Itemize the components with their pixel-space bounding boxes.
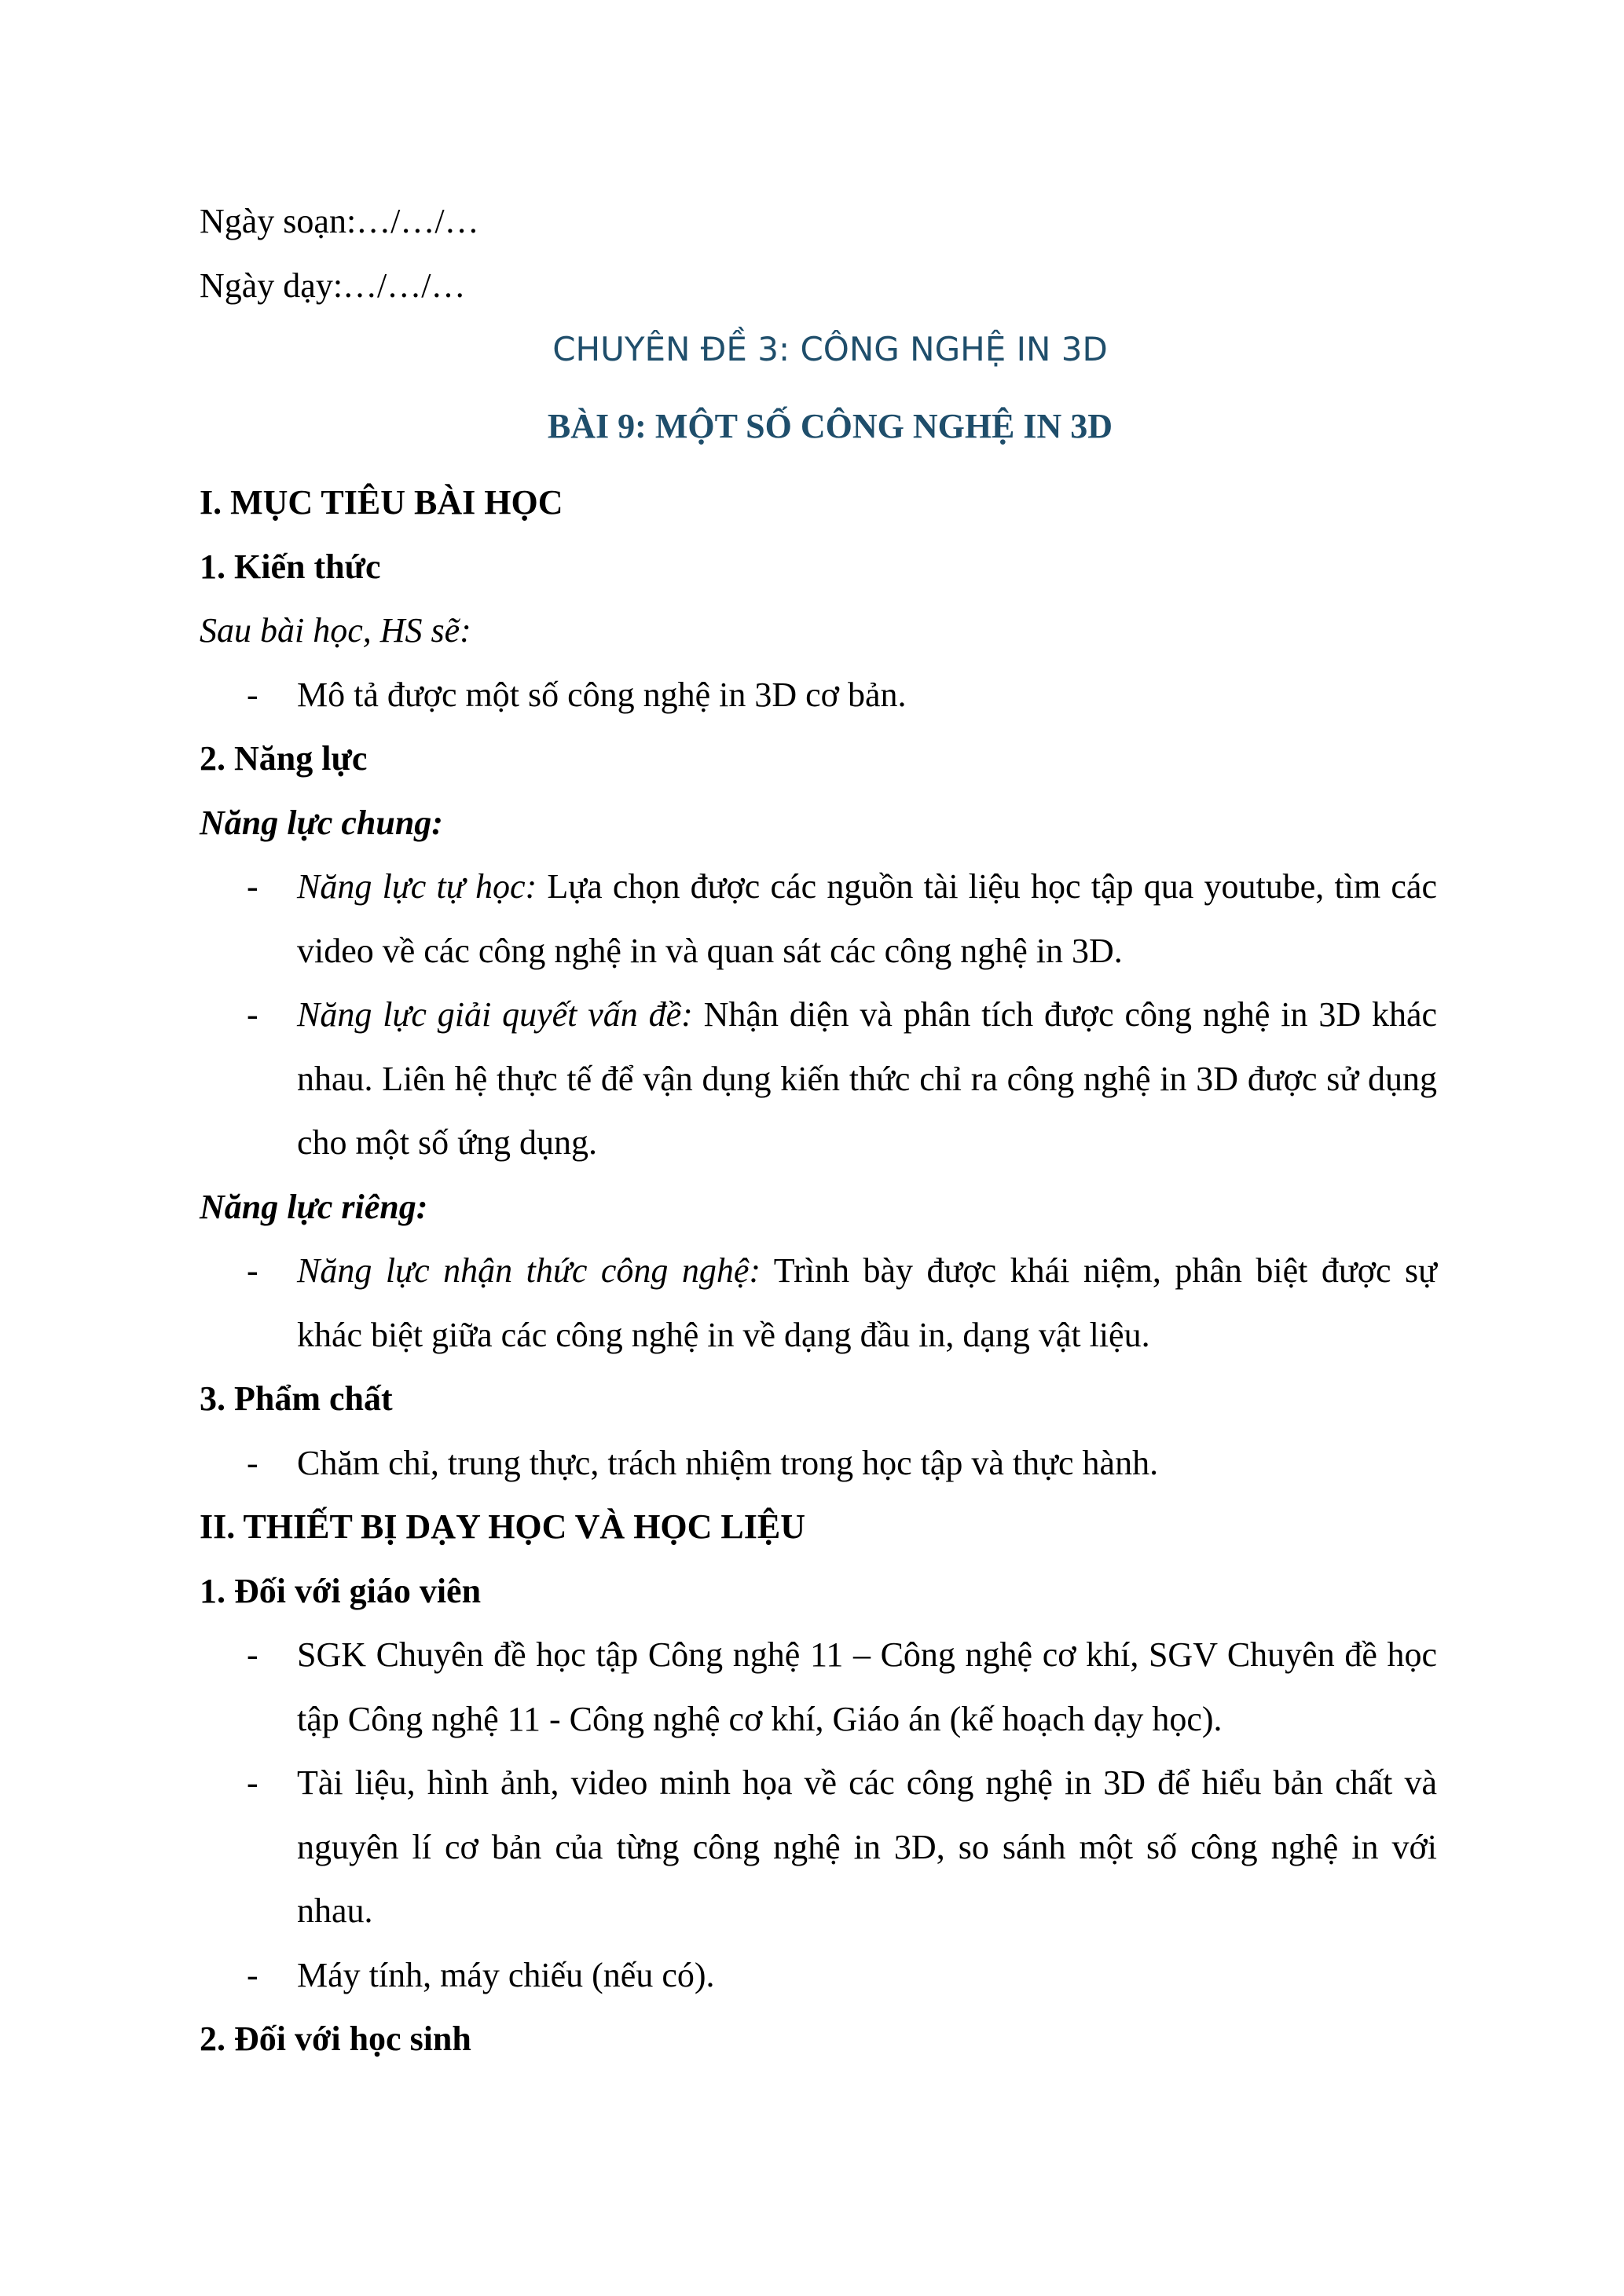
bullet-dash: - <box>247 1443 258 1482</box>
list-item <box>200 983 1437 1175</box>
subsection-heading: 1. Đối với giáo viên <box>200 1571 482 1610</box>
bullet-dash: - <box>247 675 258 714</box>
list-item <box>200 1623 1437 1751</box>
item-label: Năng lực giải quyết vấn đề: <box>297 995 693 1034</box>
item-label: Năng lực nhận thức công nghệ: <box>297 1251 761 1290</box>
bullet-dash: - <box>247 1955 258 1994</box>
item-text: Chăm chỉ, trung thực, trách nhiệm trong học tập và thực hành. <box>297 1443 1159 1482</box>
item-text: Mô tả được một số công nghệ in 3D cơ bản. <box>297 675 907 714</box>
section-heading: II. THIẾT BỊ DẠY HỌC VÀ HỌC LIỆU <box>200 1507 806 1546</box>
bullet-dash: - <box>247 1763 258 1802</box>
document-page <box>200 189 1437 2071</box>
intro-text: Sau bài học, HS sẽ: <box>200 611 471 650</box>
item-text: Lựa chọn được các nguồn tài liệu học tập qua youtube, tìm các video về các công nghệ in và quan sát các công nghệ in 3D. <box>297 867 1437 970</box>
lesson-title: BÀI 9: MỘT SỐ CÔNG NGHỆ IN 3D <box>547 406 1113 445</box>
subsection-heading: 2. Năng lực <box>200 739 368 778</box>
item-text: Máy tính, máy chiếu (nếu có). <box>297 1955 715 1994</box>
subsection-heading: 2. Đối với học sinh <box>200 2020 471 2058</box>
bullet-dash: - <box>247 1635 258 1674</box>
specific-competence-heading: Năng lực riêng: <box>200 1187 428 1226</box>
list-item <box>200 663 1437 727</box>
item-label: Năng lực tự học: <box>297 867 537 906</box>
subsection-heading: 3. Phẩm chất <box>200 1379 393 1418</box>
bullet-dash: - <box>247 995 258 1034</box>
topic-title: CHUYÊN ĐỀ 3: CÔNG NGHỆ IN 3D <box>552 330 1108 368</box>
item-text: Tài liệu, hình ảnh, video minh họa về các công nghệ in 3D để hiểu bản chất và nguyên lí cơ bản của từng công nghệ in 3D, so sánh một số công nghệ in với nhau. <box>297 1763 1437 1930</box>
item-text: SGK Chuyên đề học tập Công nghệ 11 – Công nghệ cơ khí, SGV Chuyên đề học tập Công nghệ 11 - Công nghệ cơ khí, Giáo án (kế hoạch dạy học). <box>297 1635 1437 1738</box>
date-taught: Ngày dạy:…/…/… <box>200 265 466 305</box>
list-item <box>200 1431 1437 1496</box>
list-item <box>200 1239 1437 1367</box>
list-item <box>200 1943 1437 2008</box>
general-competence-heading: Năng lực chung: <box>200 803 443 842</box>
item-text: Nhận diện và phân tích được công nghệ in 3D khác nhau. Liên hệ thực tế để vận dụng kiến thức chỉ ra công nghệ in 3D được sử dụng cho một số ứng dụng. <box>297 995 1437 1162</box>
bullet-dash: - <box>247 867 258 906</box>
list-item <box>200 1751 1437 1943</box>
bullet-dash: - <box>247 1251 258 1290</box>
list-item <box>200 855 1437 983</box>
date-prepared: Ngày soạn:…/…/… <box>200 202 479 240</box>
subsection-heading: 1. Kiến thức <box>200 547 381 586</box>
item-text: Trình bày được khái niệm, phân biệt được sự khác biệt giữa các công nghệ in về dạng đầu in, dạng vật liệu. <box>297 1251 1437 1354</box>
section-heading: I. MỤC TIÊU BÀI HỌC <box>200 483 563 522</box>
